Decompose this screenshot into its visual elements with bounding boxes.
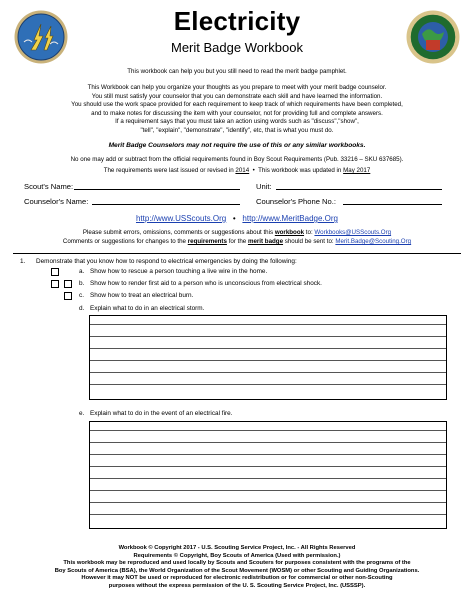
checkbox-a[interactable] bbox=[51, 268, 59, 276]
counselor-note: Merit Badge Counselors may not require the use of this or any similar workbooks. bbox=[108, 142, 366, 149]
unit-label: Unit: bbox=[256, 182, 272, 191]
footer-line: Requirements © Copyright, Boy Scouts of America (Used with permission.) bbox=[133, 552, 341, 559]
merit-badge-word: merit badge bbox=[247, 238, 284, 245]
scout-name-label: Scout's Name: bbox=[24, 182, 74, 191]
meritbadge-email-link[interactable]: Merit.Badge@Scouting.Org bbox=[335, 238, 412, 245]
submit-line-2 bbox=[0, 238, 474, 247]
answer-box-e[interactable] bbox=[89, 421, 447, 529]
item-letter: b. bbox=[79, 280, 85, 287]
counselor-name-label: Counselor's Name: bbox=[24, 197, 89, 206]
issued-separator: • bbox=[252, 167, 255, 174]
item-text: Show how to render first aid to a person who is unconscious from electrical shock. bbox=[90, 280, 322, 287]
paragraph-line: If a requirement says that you must take an action using words such as "discuss","show", bbox=[115, 118, 359, 126]
paragraph-line: You should use the work space provided for each requirement to keep track of which requirements have been completed, bbox=[71, 101, 403, 109]
divider bbox=[13, 253, 461, 254]
item-text: Explain what to do in the event of an electrical fire. bbox=[90, 410, 233, 417]
requirement-number: 1. bbox=[20, 258, 26, 265]
item-letter: c. bbox=[79, 292, 84, 299]
footer-line: However it may NOT be used or reproduced for electronic redistribution or for commercial or other non-Scouting bbox=[81, 575, 393, 582]
intro-text: This workbook can help you but you still need to read the merit badge pamphlet. bbox=[127, 68, 347, 75]
item-text: Show how to rescue a person touching a live wire in the home. bbox=[90, 268, 268, 275]
paragraph-line: and to make notes for discussing the item with your counselor, not for providing full and complete answers. bbox=[91, 109, 383, 117]
footer-line: This workbook may be reproduced and used locally by Scouts and Scouters for purposes consistent with the programs of the bbox=[63, 560, 411, 567]
updated-prefix: This workbook was updated in bbox=[258, 167, 342, 174]
issued-line bbox=[0, 167, 474, 176]
no-add-note: No one may add or subtract from the official requirements found in Boy Scout Requirements (Pub. 33216 – SKU 637685). bbox=[70, 156, 404, 163]
page-title: Electricity bbox=[173, 6, 301, 36]
meritbadge-link[interactable]: http://www.MeritBadge.Org bbox=[242, 214, 338, 223]
checkbox-c[interactable] bbox=[64, 292, 72, 300]
links-separator: • bbox=[232, 214, 236, 223]
submit-text: Please submit errors, omissions, comments or suggestions about this bbox=[82, 229, 274, 236]
workbook-word: workbook bbox=[274, 229, 305, 236]
footer-line: Boy Scouts of America (BSA), the World Organization of the Scout Movement (WOSM) or other Scouting and Guiding Organizations. bbox=[54, 567, 420, 574]
item-letter: a. bbox=[79, 268, 85, 275]
submit-text: Comments or suggestions for changes to the bbox=[62, 238, 186, 245]
item-text: Show how to treat an electrical burn. bbox=[90, 292, 194, 299]
paragraph-line: You still must satisfy your counselor that you can demonstrate each skill and have learned the information. bbox=[91, 92, 383, 100]
submit-line-1 bbox=[0, 229, 474, 238]
intro-paragraph bbox=[0, 84, 474, 136]
item-letter: e. bbox=[79, 410, 85, 417]
paragraph-line: This Workbook can help you organize your thoughts as you prepare to meet with your merit badge counselor. bbox=[87, 84, 387, 91]
counselor-name-field[interactable] bbox=[92, 204, 240, 205]
requirements-word: requirements bbox=[187, 238, 227, 245]
scout-name-field[interactable] bbox=[74, 189, 240, 190]
requirement-text: Demonstrate that you know how to respond to electrical emergencies by doing the following: bbox=[36, 258, 297, 265]
submit-text: should be sent to: bbox=[284, 238, 334, 245]
links-row bbox=[0, 214, 474, 223]
counselor-phone-field[interactable] bbox=[343, 204, 442, 205]
unit-field[interactable] bbox=[276, 189, 442, 190]
workbooks-email-link[interactable]: Workbooks@USScouts.Org bbox=[314, 229, 392, 236]
answer-box-d[interactable] bbox=[89, 315, 447, 400]
checkbox-b[interactable] bbox=[51, 280, 59, 288]
item-letter: d. bbox=[79, 305, 85, 312]
issued-year: 2014 bbox=[235, 167, 250, 174]
item-text: Explain what to do in an electrical storm. bbox=[90, 305, 205, 312]
copyright-footer bbox=[0, 545, 474, 591]
counselor-phone-label: Counselor's Phone No.: bbox=[256, 197, 336, 206]
paragraph-line: "tell", "explain", "demonstrate", "identify", etc, that is what you must do. bbox=[140, 126, 334, 134]
page-subtitle: Merit Badge Workbook bbox=[171, 40, 303, 55]
submit-text: for the bbox=[228, 238, 247, 245]
submit-to: to: bbox=[305, 229, 313, 236]
checkbox-b-2[interactable] bbox=[64, 280, 72, 288]
footer-line: Workbook © Copyright 2017 - U.S. Scouting Service Project, Inc. - All Rights Reserved bbox=[118, 545, 356, 551]
footer-line: purposes without the express permission of the U. S. Scouting Service Project, Inc. (USSSP). bbox=[108, 582, 366, 589]
issued-prefix: The requirements were last issued or revised in bbox=[103, 167, 234, 174]
usscouts-link[interactable]: http://www.USScouts.Org bbox=[135, 214, 227, 223]
updated-date: May 2017 bbox=[343, 167, 371, 174]
